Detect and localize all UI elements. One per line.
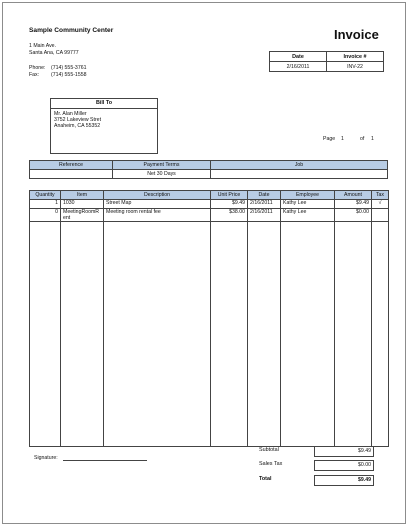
job-header: Job [211,161,388,170]
job-value [211,170,388,179]
row-tax-check: √ [372,200,389,209]
subtotal-value: $9.49 [314,446,374,457]
row-quantity: 0 [30,209,61,222]
row-date: 2/16/2011 [248,200,281,209]
invoice-number-header: Invoice # [327,52,384,62]
sales-tax-value: $0.00 [314,460,374,471]
of-label: of [360,136,365,142]
bill-to-city: Anaheim, CA 55352 [54,123,101,130]
row-amount: $0.00 [335,209,372,222]
total-label: Total [259,476,272,482]
page-label: Page [323,136,336,142]
col-tax-header: Tax [372,191,389,200]
company-phone [29,65,86,71]
bill-to-header: Bill To [51,99,157,109]
row-date: 2/16/2011 [248,209,281,222]
company-name: Sample Community Center [29,27,114,34]
row-description: Meeting room rental fee [104,209,211,222]
row-item: MeetingRoomRent [61,209,104,222]
col-item-header: Item [61,191,104,200]
page-number: 1 [341,136,344,142]
invoice-page [2,2,406,524]
col-description-header: Description [104,191,211,200]
invoice-date-number-table [269,51,384,72]
row-unit-price: $9.49 [211,200,248,209]
bill-to-box [50,98,158,154]
col-amount-header: Amount [335,191,372,200]
row-employee: Kathy Lee [281,209,335,222]
table-row [30,200,389,209]
row-quantity: 1 [30,200,61,209]
invoice-date: 2/16/2011 [270,62,327,72]
fax-label: Fax: [29,72,40,78]
reference-header: Reference [30,161,113,170]
total-value: $9.49 [314,475,374,486]
phone-value: (714) 555-3761 [51,65,87,71]
col-quantity-header: Quantity [30,191,61,200]
row-description: Street Map [104,200,211,209]
signature-label: Signature: [34,455,58,461]
col-employee-header: Employee [281,191,335,200]
company-address-line2: Santa Ana, CA 99777 [29,50,79,56]
payment-terms-value: Net 30 Days [113,170,211,179]
invoice-number: INV-22 [327,62,384,72]
bill-to-street: 3752 Lakeview Stret [54,117,102,124]
fax-value: (714) 555-1558 [51,72,87,78]
sales-tax-label: Sales Tax [259,461,283,467]
row-unit-price: $38.00 [211,209,248,222]
date-header: Date [270,52,327,62]
reference-value [30,170,113,179]
signature-line [63,459,147,461]
invoice-title: Invoice [334,27,379,42]
company-fax [29,72,86,78]
company-address-line1: 1 Main Ave. [29,43,57,49]
row-employee: Kathy Lee [281,200,335,209]
line-items-table [29,190,389,447]
row-item: 1030 [61,200,104,209]
reference-table [29,160,388,179]
col-date-header: Date [248,191,281,200]
page-total: 1 [371,136,374,142]
row-amount: $9.49 [335,200,372,209]
payment-terms-header: Payment Terms [113,161,211,170]
row-tax-check [372,209,389,222]
table-blank-space [30,222,389,447]
table-row [30,209,389,222]
bill-to-name: Mr. Alan Miller [54,111,87,117]
phone-label: Phone: [29,65,46,71]
col-unit-price-header: Unit Price [211,191,248,200]
subtotal-label: Subtotal [259,447,279,453]
